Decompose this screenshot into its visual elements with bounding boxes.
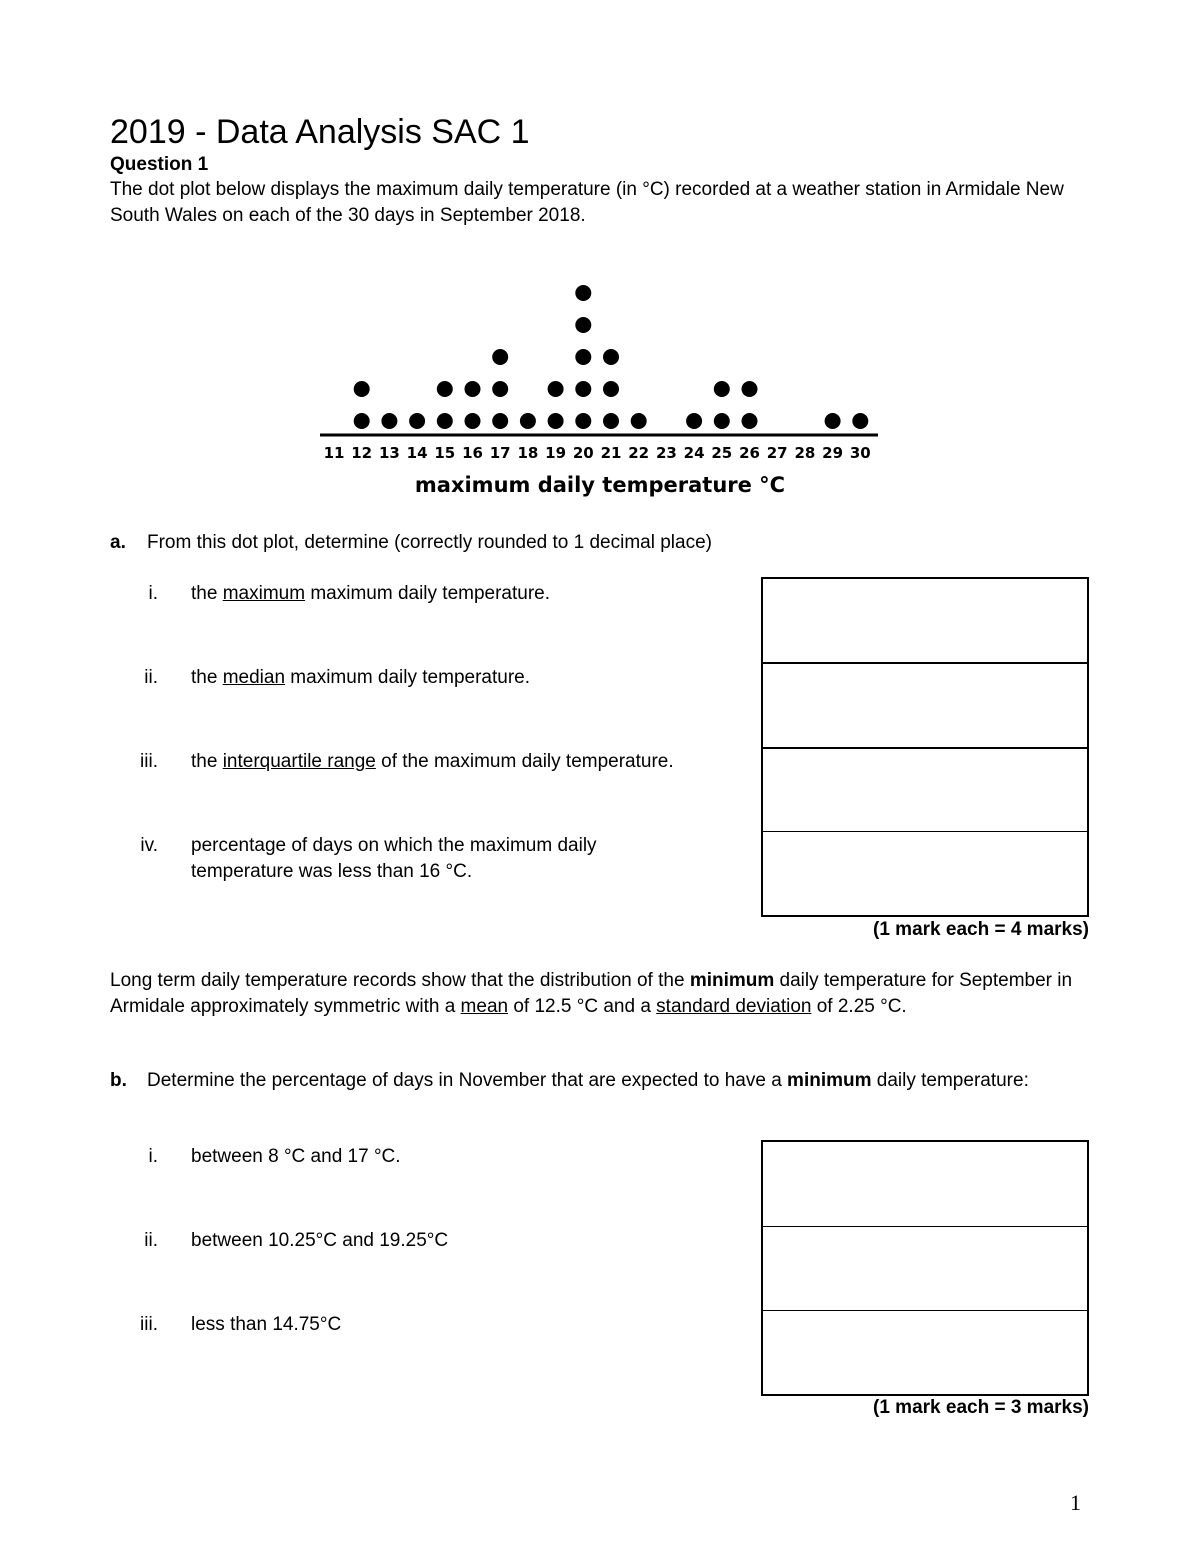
passage-text: Long term daily temperature records show that the distribution of the minimum daily temperature for September in Armidale approximately symmetric with a mean of 12.5 °C and a standard deviation of 2.25 °C.: [110, 970, 1073, 1017]
data-dot: [575, 413, 591, 429]
tick-label: 25: [711, 444, 733, 462]
tick-label: 27: [766, 444, 788, 462]
part-a-num-4: iv.: [140, 835, 158, 856]
tick-label: 19: [545, 444, 567, 462]
data-dot: [381, 413, 397, 429]
tick-label: 13: [378, 444, 400, 462]
tick-label: 22: [628, 444, 650, 462]
data-dot: [714, 413, 730, 429]
answer-cell-b-ii[interactable]: [763, 1226, 1087, 1227]
part-b-marks: (1 mark each = 3 marks): [873, 1397, 1089, 1418]
tick-label: 23: [655, 444, 677, 462]
part-b-item-1: between 8 °C and 17 °C.: [191, 1146, 401, 1167]
tick-label: 12: [351, 444, 373, 462]
data-dot: [742, 413, 758, 429]
question-heading: Question 1: [110, 154, 209, 175]
answer-cell-a-iii[interactable]: [763, 747, 1087, 749]
part-b-num-3: iii.: [140, 1314, 158, 1335]
part-b-item-3: less than 14.75°C: [191, 1314, 342, 1335]
tick-label: 18: [517, 444, 539, 462]
data-dot: [714, 381, 730, 397]
data-dot: [825, 413, 841, 429]
tick-label: 24: [683, 444, 705, 462]
tick-label: 28: [794, 444, 816, 462]
data-dot: [575, 285, 591, 301]
data-dot: [354, 381, 370, 397]
part-b-label: b.: [110, 1070, 127, 1091]
tick-label: 14: [406, 444, 428, 462]
data-dot: [354, 413, 370, 429]
data-dot: [465, 413, 481, 429]
dot-plot-chart: [318, 276, 882, 502]
data-dot: [548, 381, 564, 397]
data-dot: [603, 381, 619, 397]
part-a-num-1: i.: [148, 583, 158, 604]
tick-label: 26: [739, 444, 760, 462]
page-number: 1: [1070, 1490, 1081, 1515]
data-dot: [437, 381, 453, 397]
part-b-prompt: Determine the percentage of days in November that are expected to have a minimum daily temperature:: [147, 1070, 1029, 1091]
data-dot: [492, 413, 508, 429]
tick-label: 30: [849, 444, 871, 462]
part-a-item-3: the interquartile range of the maximum daily temperature.: [191, 751, 674, 772]
answer-box-a: [761, 577, 1089, 917]
answer-cell-b-iii[interactable]: [763, 1310, 1087, 1311]
data-dot: [575, 317, 591, 333]
data-dot: [742, 381, 758, 397]
part-a-prompt: From this dot plot, determine (correctly rounded to 1 decimal place): [147, 532, 712, 553]
data-dot: [575, 349, 591, 365]
part-a-item-1: the maximum maximum daily temperature.: [191, 583, 551, 604]
answer-cell-a-ii[interactable]: [763, 662, 1087, 664]
page-title: 2019 - Data Analysis SAC 1: [110, 113, 530, 151]
data-dot: [631, 413, 647, 429]
part-a-marks: (1 mark each = 4 marks): [873, 919, 1089, 940]
data-dot: [686, 413, 702, 429]
tick-label: 29: [822, 444, 844, 462]
question-intro: The dot plot below displays the maximum daily temperature (in °C) recorded at a weather station in Armidale New South Wales on each of the 30 days in September 2018.: [110, 179, 1064, 226]
tick-label: 17: [489, 444, 511, 462]
tick-label: 20: [572, 444, 594, 462]
answer-cell-a-iv[interactable]: [763, 831, 1087, 832]
part-a-item-4: percentage of days on which the maximum daily temperature was less than 16 °C.: [191, 835, 597, 882]
part-b-num-2: ii.: [144, 1230, 158, 1251]
data-dot: [492, 349, 508, 365]
tick-label: 15: [434, 444, 456, 462]
data-dot: [603, 413, 619, 429]
part-a-num-2: ii.: [144, 667, 158, 688]
part-a-label: a.: [110, 532, 126, 553]
data-dot: [852, 413, 868, 429]
data-dot: [520, 413, 536, 429]
part-a-num-3: iii.: [140, 751, 158, 772]
data-dot: [437, 413, 453, 429]
data-dot: [548, 413, 564, 429]
data-dot: [465, 381, 481, 397]
chart-background: [318, 276, 882, 502]
part-a-item-2: the median maximum daily temperature.: [191, 667, 530, 688]
tick-label: 11: [323, 444, 345, 462]
data-dot: [492, 381, 508, 397]
data-dot: [575, 381, 591, 397]
answer-box-b: [761, 1140, 1089, 1396]
x-axis-label: maximum daily temperature °C: [414, 473, 786, 497]
part-b-item-2: between 10.25°C and 19.25°C: [191, 1230, 449, 1251]
tick-label: 21: [600, 444, 622, 462]
data-dot: [409, 413, 425, 429]
tick-label: 16: [462, 444, 483, 462]
data-dot: [603, 349, 619, 365]
part-b-num-1: i.: [148, 1146, 158, 1167]
